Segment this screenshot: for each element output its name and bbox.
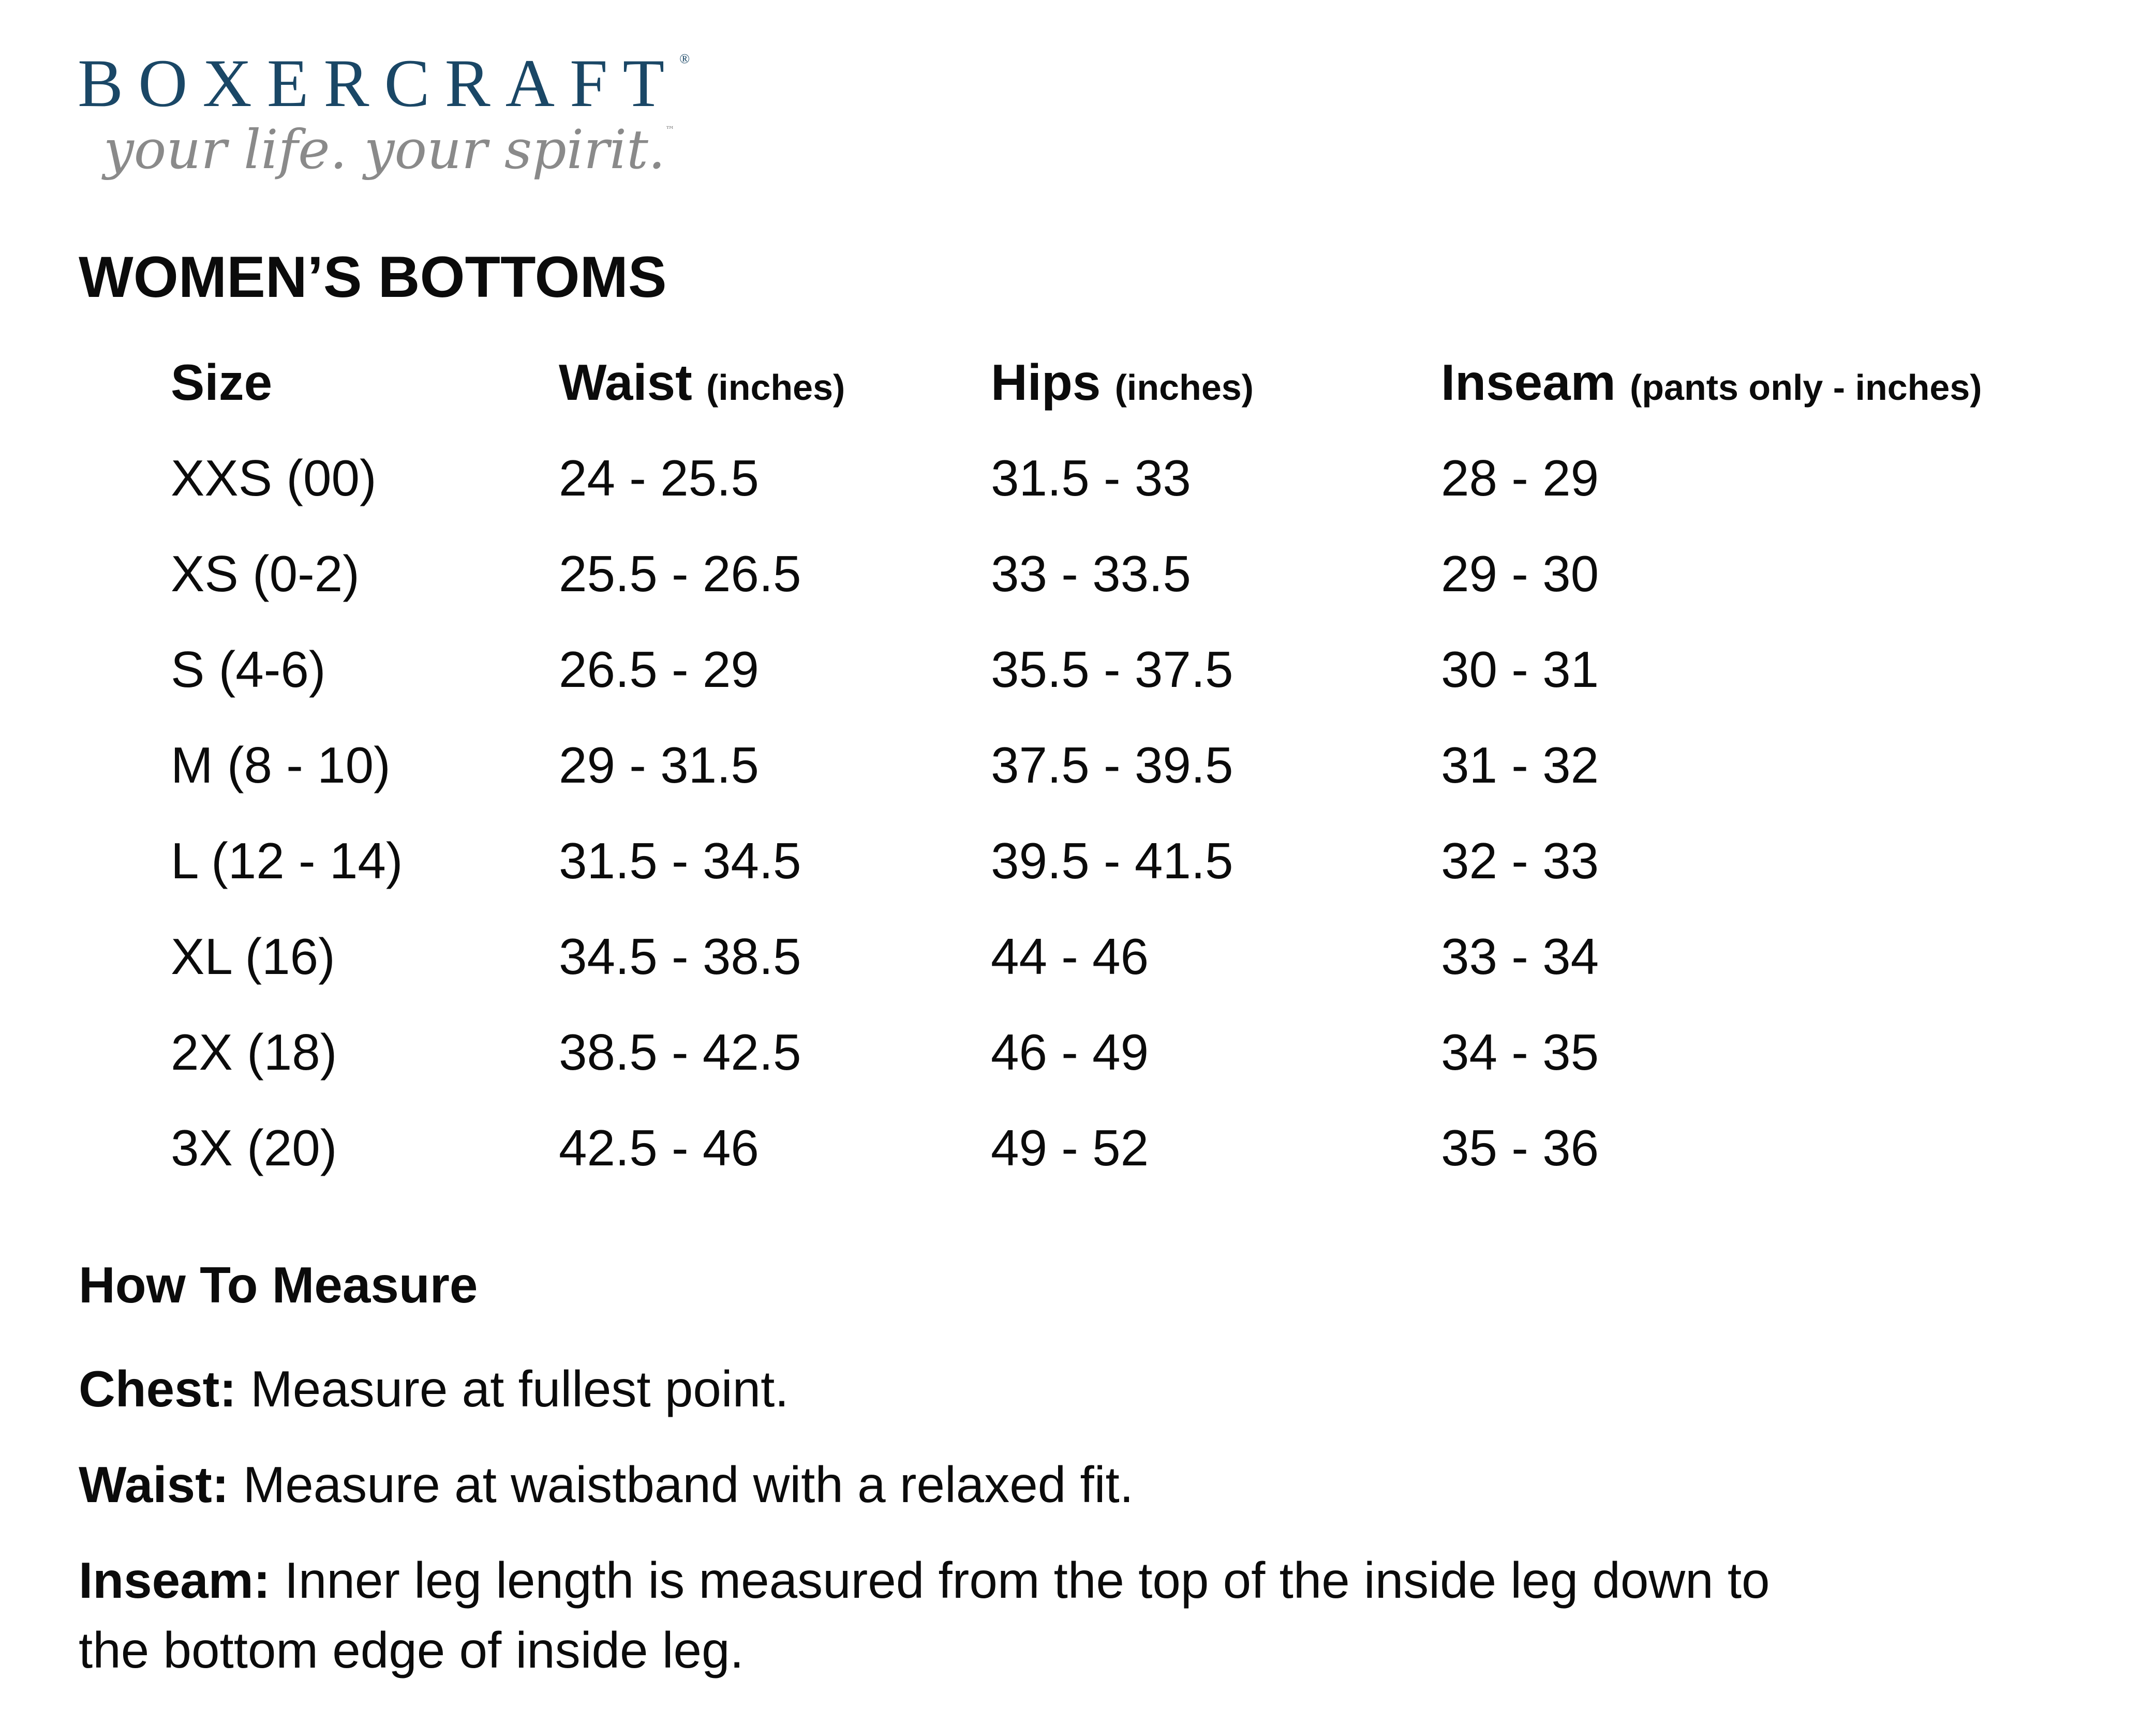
- registered-mark: ®: [679, 51, 690, 66]
- brand-logo: [78, 45, 802, 181]
- cell-inseam: 30 - 31: [1441, 641, 1599, 698]
- cell-hips: 44 - 46: [991, 928, 1149, 985]
- cell-size: 2X (18): [171, 1024, 337, 1081]
- measure-term: Inseam:: [79, 1552, 271, 1609]
- header-inseam-unit: (pants only - inches): [1629, 367, 1982, 408]
- page-title: WOMEN’S BOTTOMS: [79, 245, 667, 309]
- cell-size: M (8 - 10): [171, 737, 391, 793]
- cell-size: 3X (20): [171, 1119, 337, 1176]
- measure-item-waist: [79, 1450, 2045, 1520]
- cell-waist: 42.5 - 46: [559, 1119, 759, 1176]
- measure-text: Measure at fullest point.: [236, 1360, 789, 1417]
- cell-waist: 38.5 - 42.5: [559, 1024, 801, 1081]
- table-header-row: [171, 354, 2085, 453]
- how-to-measure-heading: How To Measure: [79, 1256, 478, 1313]
- header-inseam-label: Inseam: [1441, 354, 1616, 411]
- cell-hips: 39.5 - 41.5: [991, 832, 1233, 889]
- cell-hips: 31.5 - 33: [991, 449, 1191, 506]
- header-waist: [559, 354, 845, 411]
- measure-term: Waist:: [79, 1456, 229, 1513]
- table-row: [171, 1119, 2085, 1218]
- cell-size: XS (0-2): [171, 545, 360, 602]
- header-inseam: [1441, 354, 1982, 411]
- header-hips-unit: (inches): [1114, 367, 1254, 408]
- table-row: [171, 832, 2085, 931]
- trademark-mark: ™: [665, 125, 675, 136]
- measure-item-chest: [79, 1354, 2045, 1424]
- measure-term: Chest:: [79, 1360, 236, 1417]
- header-waist-unit: (inches): [706, 367, 845, 408]
- cell-inseam: 33 - 34: [1441, 928, 1599, 985]
- cell-waist: 31.5 - 34.5: [559, 832, 801, 889]
- brand-tagline-text: your life. your spirit.: [103, 118, 665, 181]
- measure-item-inseam: [79, 1546, 1838, 1685]
- cell-hips: 33 - 33.5: [991, 545, 1191, 602]
- cell-inseam: 35 - 36: [1441, 1119, 1599, 1176]
- cell-size: XL (16): [171, 928, 335, 985]
- cell-hips: 37.5 - 39.5: [991, 737, 1233, 793]
- header-hips-label: Hips: [991, 354, 1101, 411]
- cell-inseam: 34 - 35: [1441, 1024, 1599, 1081]
- table-row: [171, 737, 2085, 835]
- cell-inseam: 32 - 33: [1441, 832, 1599, 889]
- table-row: [171, 928, 2085, 1027]
- header-hips: [991, 354, 1254, 411]
- measure-text: Measure at waistband with a relaxed fit.: [229, 1456, 1134, 1513]
- table-row: [171, 1024, 2085, 1122]
- cell-waist: 26.5 - 29: [559, 641, 759, 698]
- cell-inseam: 29 - 30: [1441, 545, 1599, 602]
- size-table: [171, 354, 2085, 1218]
- cell-size: XXS (00): [171, 449, 377, 506]
- header-size-label: Size: [171, 354, 273, 411]
- measure-text: Inner leg length is measured from the top of the inside leg down to the bottom edge of inside leg.: [79, 1552, 1770, 1678]
- brand-tagline: [103, 118, 802, 181]
- cell-size: S (4-6): [171, 641, 326, 698]
- cell-waist: 34.5 - 38.5: [559, 928, 801, 985]
- table-row: [171, 449, 2085, 548]
- header-size: [171, 354, 273, 411]
- cell-hips: 46 - 49: [991, 1024, 1149, 1081]
- cell-inseam: 31 - 32: [1441, 737, 1599, 793]
- cell-waist: 24 - 25.5: [559, 449, 759, 506]
- cell-size: L (12 - 14): [171, 832, 403, 889]
- cell-waist: 29 - 31.5: [559, 737, 759, 793]
- header-waist-label: Waist: [559, 354, 692, 411]
- brand-name-text: BOXERCRAFT: [78, 45, 680, 121]
- table-row: [171, 641, 2085, 740]
- cell-inseam: 28 - 29: [1441, 449, 1599, 506]
- cell-waist: 25.5 - 26.5: [559, 545, 801, 602]
- how-to-measure-section: [79, 1256, 2045, 1711]
- table-row: [171, 545, 2085, 644]
- cell-hips: 35.5 - 37.5: [991, 641, 1233, 698]
- cell-hips: 49 - 52: [991, 1119, 1149, 1176]
- brand-name: [78, 45, 802, 121]
